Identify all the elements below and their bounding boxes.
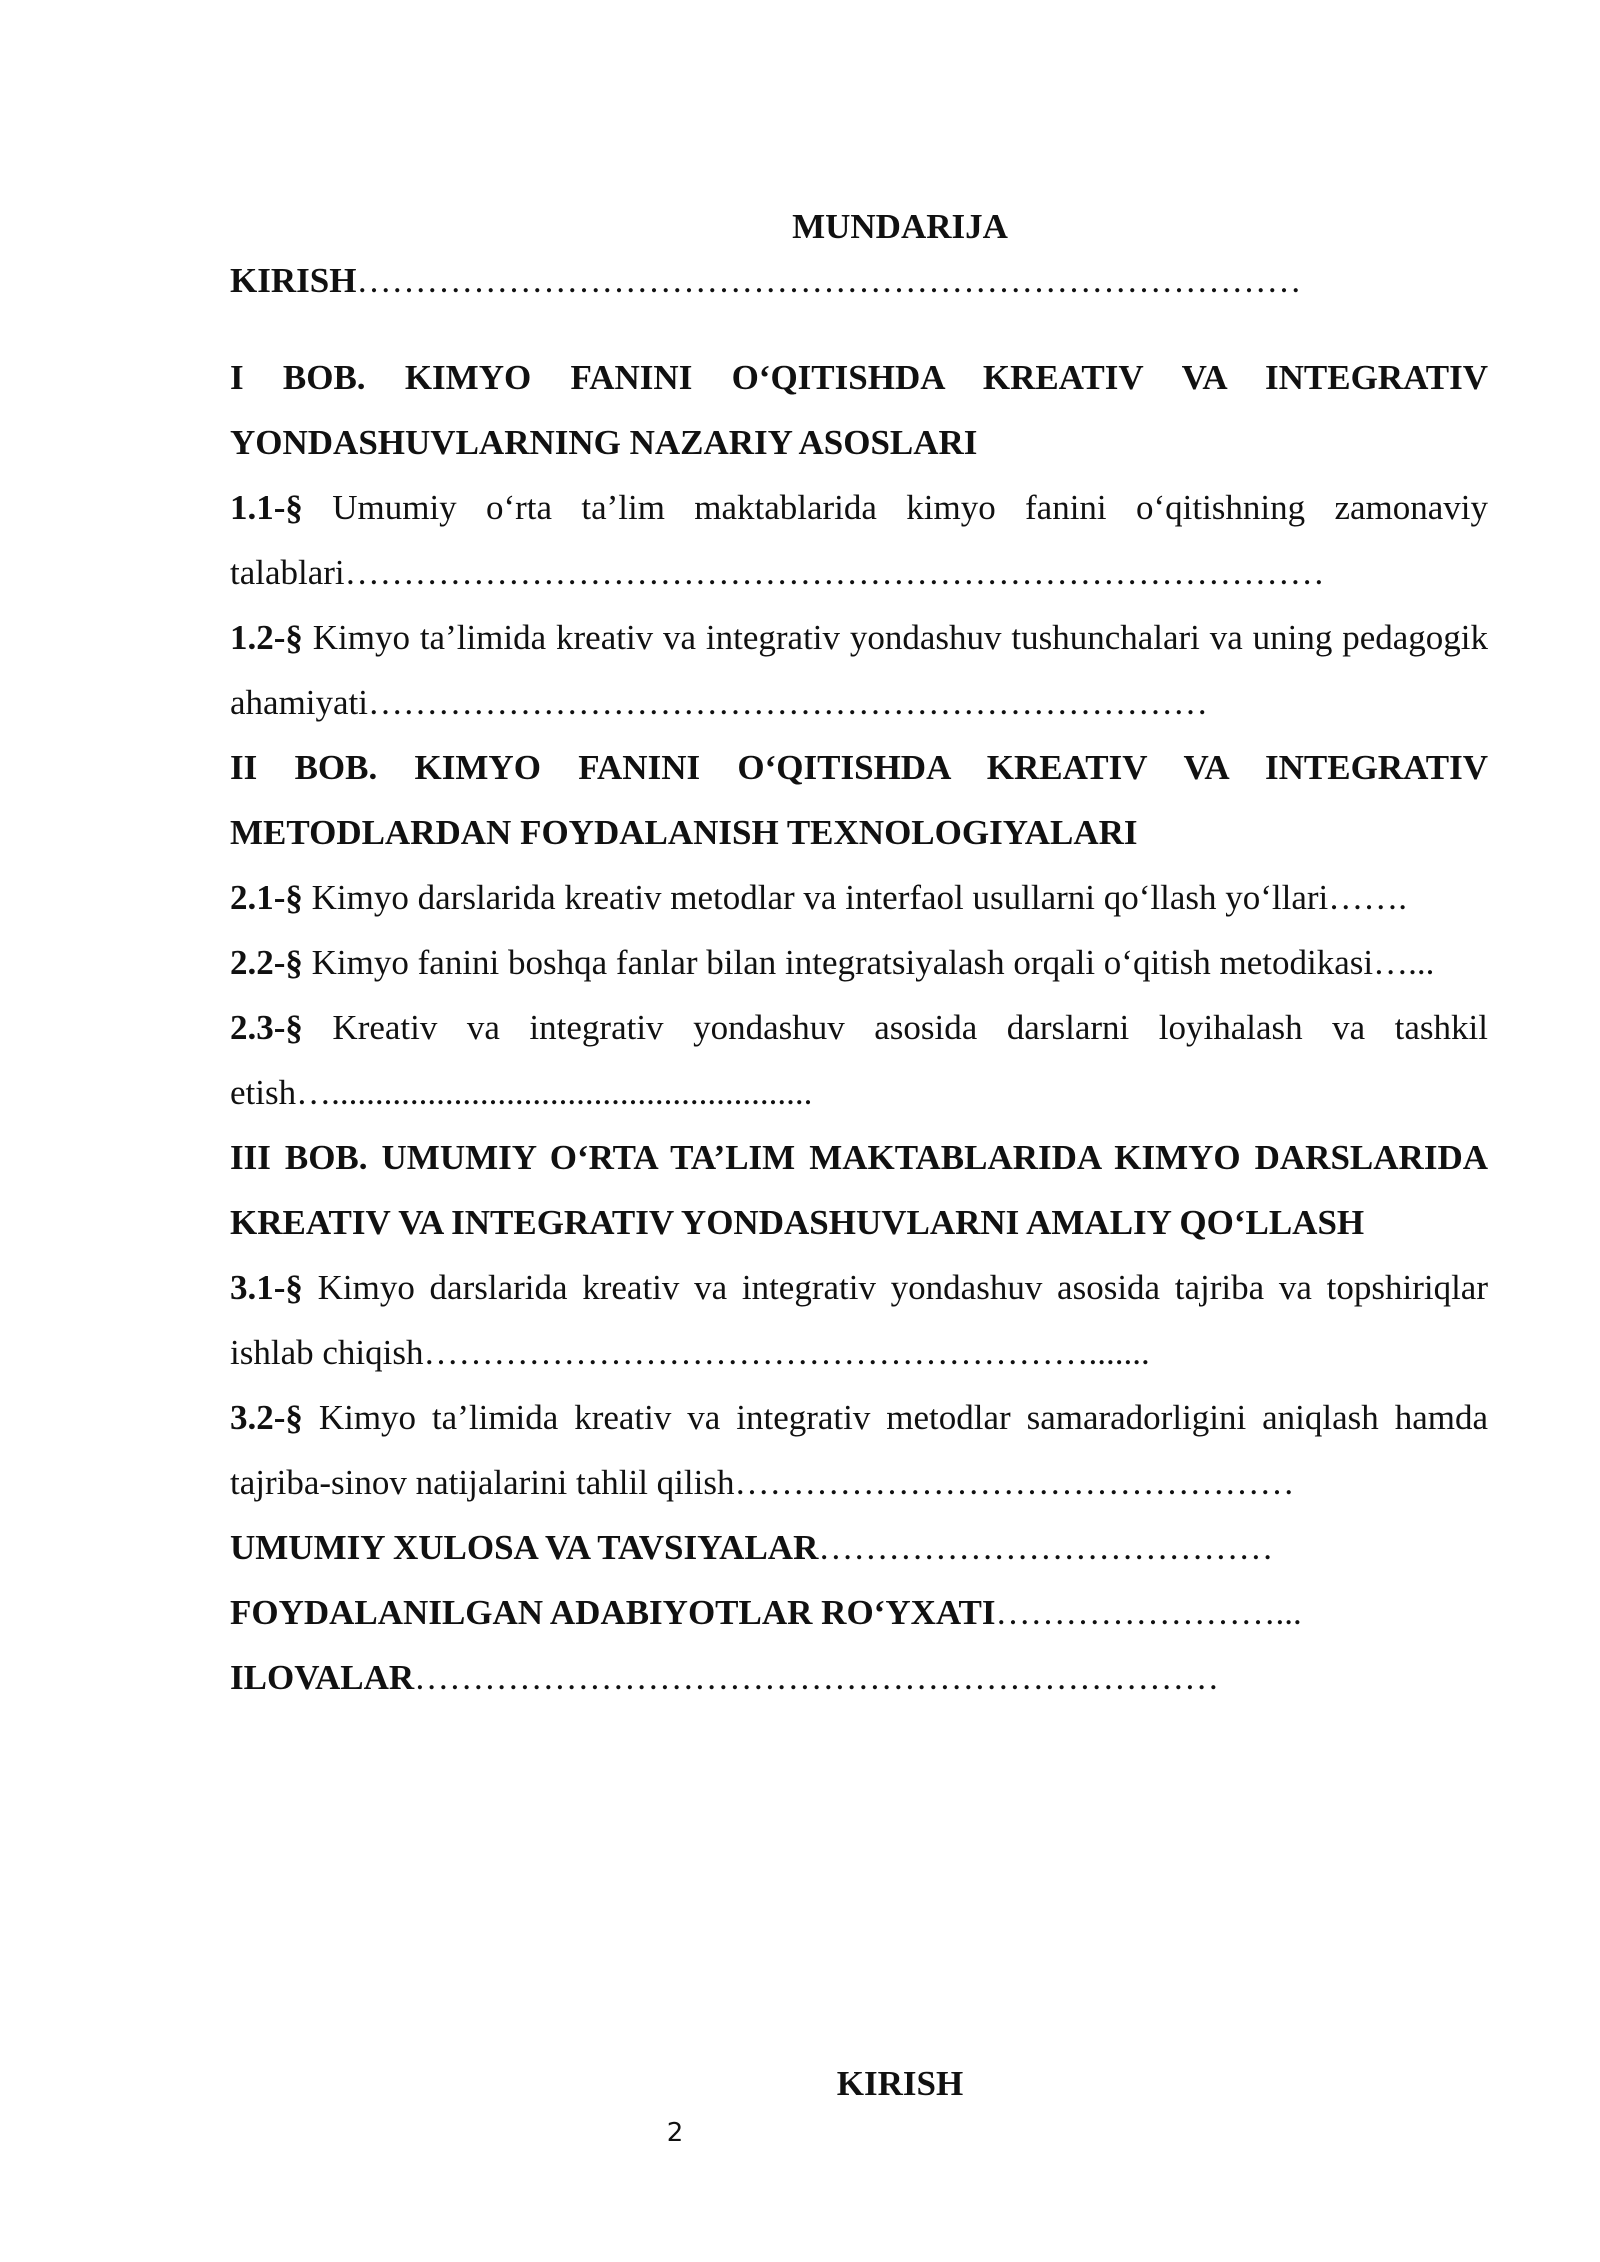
toc-section-1-1[interactable]: [230, 475, 1488, 605]
section-number: 3.2-§: [230, 1398, 303, 1437]
section-title: Kimyo fanini boshqa fanlar bilan integratsiyalash orqali o‘qitish metodikasi: [302, 943, 1374, 982]
toc-entry-title: ILOVALAR: [230, 1658, 415, 1697]
section-heading-intro: KIRISH: [836, 2064, 964, 2103]
toc-chapter-3[interactable]: III BOB. UMUMIY O‘RTA TA’LIM MAKTABLARIDA KIMYO DARSLARIDA KREATIV VA INTEGRATIV YONDASHUVLARNI AMALIY QO‘LLASH: [230, 1138, 1488, 1242]
section-number: 1.1-§: [230, 488, 303, 527]
section-title: Kimyo darslarida kreativ metodlar va interfaol usullarni qo‘llash yo‘llari: [302, 878, 1329, 917]
toc-leader: ……………………………………………………………: [414, 1658, 1220, 1697]
section-title: Umumiy o‘rta ta’lim maktablarida kimyo fanini o‘qitishning zamonaviy talablari: [230, 488, 1488, 592]
toc-leader: …………………………………: [818, 1528, 1274, 1567]
toc-entry-title: UMUMIY XULOSA VA TAVSIYALAR: [230, 1528, 819, 1567]
toc-section-1-2[interactable]: [230, 605, 1488, 735]
toc-section-3-2[interactable]: [230, 1385, 1488, 1515]
toc-entry-title: FOYDALANILGAN ADABIYOTLAR RO‘YXATI: [230, 1593, 996, 1632]
section-number: 2.2-§: [230, 943, 303, 982]
toc-leader: …...: [1373, 943, 1435, 982]
toc-entry-appendices[interactable]: [230, 1645, 1488, 1710]
toc-section-2-1[interactable]: [230, 865, 1488, 930]
toc-chapter-2[interactable]: II BOB. KIMYO FANINI O‘QITISHDA KREATIV VA INTEGRATIV METODLARDAN FOYDALANISH TEXNOLOGIYALARI: [230, 748, 1488, 852]
section-number: 2.3-§: [230, 1008, 303, 1047]
section-title: Kimyo ta’limida kreativ va integrativ yondashuv tushunchalari va uning pedagogik ahamiyati: [230, 618, 1488, 722]
toc-leader: …………………………………………………………………………: [344, 553, 1325, 592]
toc-leader: ……………………...: [995, 1593, 1302, 1632]
section-title: Kimyo darslarida kreativ va integrativ yondashuv asosida tajriba va topshiriqlar ishlab chiqish: [230, 1268, 1488, 1372]
page-number: 2: [666, 2118, 684, 2148]
section-title: Kreativ va integrativ yondashuv asosida darslarni loyihalash va tashkil etish: [230, 1008, 1488, 1112]
toc-leader: ………………………………………………………………: [368, 683, 1209, 722]
toc-entry-conclusion[interactable]: [230, 1515, 1488, 1580]
section-number: 2.1-§: [230, 878, 303, 917]
section-number: 3.1-§: [230, 1268, 303, 1307]
toc-leader: ………………………………………………….......: [423, 1333, 1150, 1372]
table-of-contents: [230, 248, 1488, 1710]
toc-section-2-3[interactable]: [230, 995, 1488, 1125]
toc-entry-title: KIRISH: [230, 261, 357, 300]
toc-leader: …….: [1328, 878, 1408, 917]
toc-leader: ………………………………………………………………………: [356, 261, 1302, 300]
toc-entry-references[interactable]: [230, 1580, 1488, 1645]
toc-section-3-1[interactable]: [230, 1255, 1488, 1385]
toc-chapter-1[interactable]: I BOB. KIMYO FANINI O‘QITISHDA KREATIV VA INTEGRATIV YONDASHUVLARNING NAZARIY ASOSLARI: [230, 358, 1488, 462]
toc-leader: ….......................................................: [296, 1073, 813, 1112]
toc-entry-intro[interactable]: [230, 248, 1488, 313]
section-number: 1.2-§: [230, 618, 303, 657]
page-title: MUNDARIJA: [792, 207, 1008, 246]
section-title: Kimyo ta’limida kreativ va integrativ metodlar samaradorligini aniqlash hamda tajriba-sinov natijalarini tahlil qilish: [230, 1398, 1488, 1502]
toc-leader: …………………………………………: [734, 1463, 1295, 1502]
toc-section-2-2[interactable]: [230, 930, 1488, 995]
